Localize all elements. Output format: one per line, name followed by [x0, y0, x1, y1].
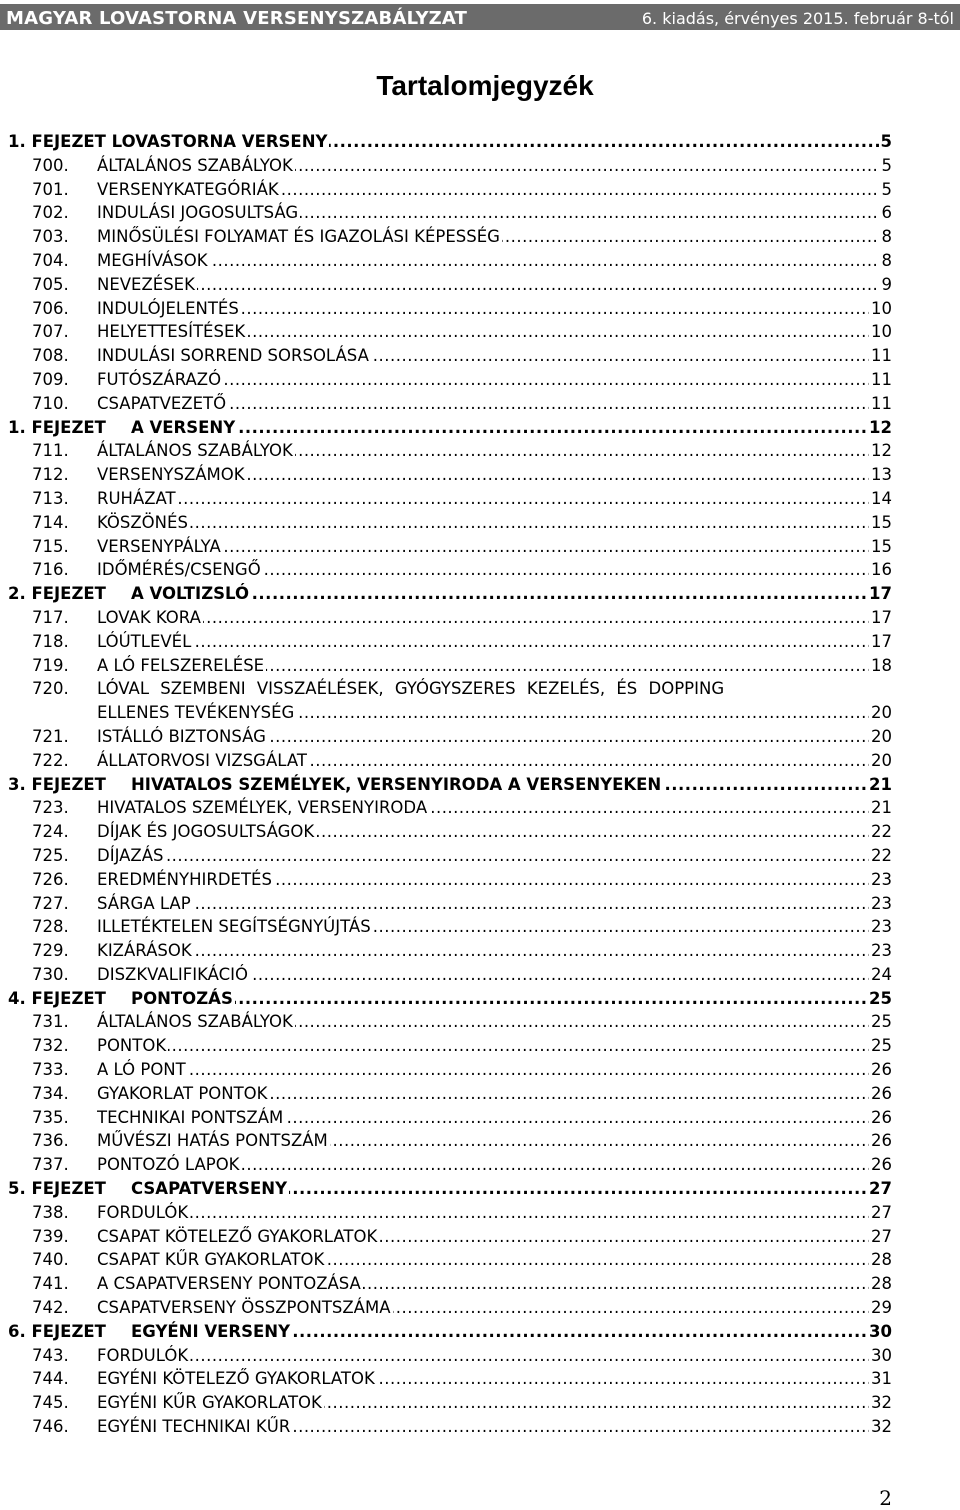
toc-item-row[interactable]	[0, 749, 960, 773]
toc-page-number: 28	[869, 1272, 892, 1296]
toc-item-row[interactable]	[0, 796, 960, 820]
toc-leader	[97, 249, 892, 273]
toc-page-number: 10	[869, 320, 892, 344]
toc-item-number: 722.	[32, 750, 69, 770]
toc-page-number: 28	[869, 1248, 892, 1272]
toc-chapter-title	[8, 1322, 292, 1341]
toc-page-number: 26	[869, 1129, 892, 1153]
toc-page-number: 6	[880, 201, 893, 225]
toc-page-number: 22	[869, 820, 892, 844]
toc-item-row[interactable]	[0, 725, 960, 749]
toc-item-title: RUHÁZAT	[97, 488, 176, 508]
toc-chapter-label: A VERSENY	[131, 417, 236, 437]
toc-page-number: 17	[869, 606, 892, 630]
toc-page-number: 32	[869, 1415, 892, 1439]
toc-item-row[interactable]	[0, 1034, 960, 1058]
toc-item-number: 710.	[32, 393, 69, 413]
toc-item-title: GYAKORLAT PONTOK	[97, 1083, 268, 1103]
toc-item-title: NEVEZÉSEK	[97, 274, 195, 294]
toc-leader	[97, 701, 892, 725]
page-number: 2	[879, 1486, 892, 1510]
toc-page-number: 26	[869, 1082, 892, 1106]
toc-item-title: EGYÉNI KÖTELEZŐ GYAKORLATOK	[97, 1369, 375, 1389]
toc-chapter-title	[8, 989, 235, 1008]
toc-item-row[interactable]	[0, 677, 960, 701]
toc-item-row[interactable]	[0, 320, 960, 344]
toc-page-number: 9	[880, 273, 893, 297]
toc-item-row[interactable]	[0, 1010, 960, 1034]
toc-page-number: 13	[869, 463, 892, 487]
toc-item-title: ISTÁLLÓ BIZTONSÁG	[97, 726, 266, 746]
toc-page-number: 15	[869, 535, 892, 559]
toc-item-title: ELLENES TEVÉKENYSÉG	[97, 703, 295, 723]
toc-item-number: 716.	[32, 560, 69, 580]
toc-item-row[interactable]	[0, 273, 960, 297]
toc-page-number: 27	[869, 1201, 892, 1225]
toc-chapter-row[interactable]	[0, 987, 960, 1011]
toc-page-number: 23	[869, 868, 892, 892]
toc-chapter-number: 6. FEJEZET	[8, 1321, 106, 1341]
toc-leader	[97, 963, 892, 987]
toc-item-number: 738.	[32, 1202, 69, 1222]
toc-item-number: 717.	[32, 607, 69, 627]
toc-page-number: 20	[869, 749, 892, 773]
toc-leader	[97, 1010, 892, 1034]
toc-item-number: 704.	[32, 250, 69, 270]
toc-page-number: 20	[869, 701, 892, 725]
toc-item-title: TECHNIKAI PONTSZÁM	[97, 1107, 284, 1127]
toc-item-title: FORDULÓK	[97, 1202, 189, 1222]
toc-item-title: MEGHÍVÁSOK	[97, 250, 208, 270]
toc-leader	[97, 558, 892, 582]
toc-item-number: 701.	[32, 179, 69, 199]
toc-item-title: ILLETÉKTELEN SEGÍTSÉGNYÚJTÁS	[97, 917, 371, 937]
toc-item-row[interactable]	[0, 868, 960, 892]
toc-item-number: 736.	[32, 1131, 69, 1151]
toc-item-row[interactable]	[0, 178, 960, 202]
header-edition: 6. kiadás, érvényes 2015. február 8-tól	[641, 9, 954, 28]
toc-item-title: DÍJAK ÉS JOGOSULTSÁGOK	[97, 822, 315, 842]
toc-item-number: 735.	[32, 1107, 69, 1127]
toc-leader	[97, 654, 892, 678]
toc-item-row[interactable]	[0, 535, 960, 559]
toc-chapter-row[interactable]	[0, 773, 960, 797]
toc-page-number: 30	[869, 1344, 892, 1368]
toc-item-number: 712.	[32, 465, 69, 485]
toc-chapter-title	[8, 584, 251, 603]
table-of-contents	[0, 130, 960, 1439]
toc-leader	[97, 320, 892, 344]
toc-leader	[8, 987, 892, 1011]
toc-chapter-label: CSAPATVERSENY	[131, 1179, 288, 1199]
toc-leader	[8, 582, 892, 606]
toc-item-title: INDULÁSI SORREND SORSOLÁSA	[97, 346, 369, 366]
toc-page-number: 25	[869, 1010, 892, 1034]
toc-leader	[97, 1391, 892, 1415]
toc-item-number: 715.	[32, 536, 69, 556]
toc-chapter-number: 4. FEJEZET	[8, 988, 106, 1008]
toc-item-title: HELYETTESÍTÉSEK	[97, 322, 246, 342]
toc-item-row[interactable]	[0, 1225, 960, 1249]
toc-leader	[97, 1129, 892, 1153]
toc-item-title: EGYÉNI TECHNIKAI KŰR	[97, 1417, 291, 1437]
toc-item-title: FORDULÓK	[97, 1345, 189, 1365]
toc-item-number: 725.	[32, 845, 69, 865]
toc-page-number: 5	[879, 130, 892, 154]
toc-page-number: 14	[869, 487, 892, 511]
toc-page-number: 8	[880, 249, 893, 273]
toc-leader	[97, 463, 892, 487]
toc-item-row[interactable]	[0, 439, 960, 463]
toc-chapter-title	[8, 1179, 289, 1198]
toc-item-number: 708.	[32, 346, 69, 366]
toc-leader	[97, 273, 892, 297]
toc-item-row[interactable]	[0, 1415, 960, 1439]
toc-item-row[interactable]	[0, 654, 960, 678]
toc-item-row[interactable]	[0, 915, 960, 939]
toc-leader	[97, 892, 892, 916]
toc-page-number: 20	[869, 725, 892, 749]
toc-item-row[interactable]	[0, 392, 960, 416]
toc-page-number: 23	[869, 915, 892, 939]
toc-page-number: 25	[867, 987, 892, 1011]
toc-item-number: 740.	[32, 1250, 69, 1270]
toc-page-number: 23	[869, 939, 892, 963]
toc-item-row[interactable]	[0, 1272, 960, 1296]
toc-page-number: 26	[869, 1153, 892, 1177]
toc-leader	[97, 344, 892, 368]
toc-item-row[interactable]	[0, 820, 960, 844]
toc-item-number: 705.	[32, 274, 69, 294]
toc-item-number: 731.	[32, 1012, 69, 1032]
toc-item-title: CSAPATVERSENY ÖSSZPONTSZÁMA	[97, 1298, 391, 1318]
toc-item-number: 742.	[32, 1298, 69, 1318]
toc-item-number: 721.	[32, 726, 69, 746]
toc-chapter-row[interactable]	[0, 1177, 960, 1201]
toc-item-row[interactable]	[0, 1248, 960, 1272]
document-header	[0, 4, 960, 30]
toc-item-number: 711.	[32, 441, 69, 461]
toc-item-title: A LÓ FELSZERELÉSE	[97, 655, 265, 675]
toc-item-title: VERSENYSZÁMOK	[97, 465, 245, 485]
toc-item-row[interactable]	[0, 1367, 960, 1391]
toc-leader	[97, 1058, 892, 1082]
toc-leader	[97, 630, 892, 654]
toc-item-number: 737.	[32, 1155, 69, 1175]
toc-chapter-row[interactable]	[0, 130, 960, 154]
toc-item-title: KIZÁRÁSOK	[97, 941, 192, 961]
toc-item-title: HIVATALOS SZEMÉLYEK, VERSENYIRODA	[97, 798, 428, 818]
toc-item-number: 702.	[32, 203, 69, 223]
toc-page-number: 23	[869, 892, 892, 916]
toc-leader	[97, 915, 892, 939]
toc-page-number: 30	[867, 1320, 892, 1344]
toc-page-number: 11	[869, 368, 892, 392]
toc-item-row[interactable]	[0, 368, 960, 392]
toc-leader	[97, 1344, 892, 1368]
toc-chapter-row[interactable]	[0, 582, 960, 606]
toc-chapter-label: 1. FEJEZET LOVASTORNA VERSENY	[8, 132, 328, 151]
toc-item-number: 733.	[32, 1060, 69, 1080]
toc-item-title: CSAPAT KÖTELEZŐ GYAKORLATOK	[97, 1226, 378, 1246]
toc-item-title: MŰVÉSZI HATÁS PONTSZÁM	[97, 1131, 328, 1151]
toc-item-number: 744.	[32, 1369, 69, 1389]
toc-item-row[interactable]	[0, 154, 960, 178]
toc-chapter-title	[8, 418, 237, 437]
toc-chapter-label: PONTOZÁS	[131, 988, 233, 1008]
toc-leader	[97, 820, 892, 844]
toc-leader	[97, 749, 892, 773]
toc-item-title: DÍJAZÁS	[97, 845, 164, 865]
toc-item-number: 743.	[32, 1345, 69, 1365]
toc-item-number: 726.	[32, 869, 69, 889]
toc-item-number: 734.	[32, 1083, 69, 1103]
toc-item-title: LÓVAL SZEMBENI VISSZAÉLÉSEK, GYÓGYSZERES KEZELÉS, ÉS DOPPING	[97, 679, 725, 699]
toc-item-number: 720.	[32, 679, 69, 699]
toc-leader	[8, 130, 892, 154]
toc-page-number: 8	[880, 225, 893, 249]
toc-page-number: 29	[869, 1296, 892, 1320]
toc-page-number: 11	[869, 392, 892, 416]
toc-item-row[interactable]	[0, 344, 960, 368]
toc-item-number: 729.	[32, 941, 69, 961]
toc-item-title: KÖSZÖNÉS	[97, 512, 188, 532]
toc-leader	[8, 416, 892, 440]
toc-page-number: 18	[869, 654, 892, 678]
toc-leader	[97, 939, 892, 963]
toc-item-row[interactable]	[0, 606, 960, 630]
toc-leader	[8, 1320, 892, 1344]
toc-page-number: 17	[867, 582, 892, 606]
toc-item-number: 724.	[32, 822, 69, 842]
toc-item-number: 706.	[32, 298, 69, 318]
toc-chapter-label: A VOLTIZSLÓ	[131, 584, 249, 604]
toc-leader	[97, 1225, 892, 1249]
toc-item-number: 713.	[32, 488, 69, 508]
toc-page-number: 26	[869, 1058, 892, 1082]
toc-item-title: PONTOZÓ LAPOK	[97, 1155, 240, 1175]
toc-leader	[97, 439, 892, 463]
toc-item-row[interactable]	[0, 463, 960, 487]
toc-item-title: LOVAK KORA	[97, 607, 201, 627]
toc-leader	[97, 1415, 892, 1439]
toc-item-title: DISZKVALIFIKÁCIÓ	[97, 964, 249, 984]
toc-item-title: ÁLTALÁNOS SZABÁLYOK	[97, 1012, 293, 1032]
toc-chapter-title	[8, 775, 663, 794]
toc-leader	[97, 297, 892, 321]
toc-page-number: 21	[867, 773, 892, 797]
toc-item-title: ÁLLATORVOSI VIZSGÁLAT	[97, 750, 307, 770]
toc-chapter-title	[8, 132, 329, 151]
toc-leader	[97, 1153, 892, 1177]
toc-leader	[97, 392, 892, 416]
toc-item-row[interactable]	[0, 249, 960, 273]
toc-item-row[interactable]	[0, 963, 960, 987]
toc-chapter-row[interactable]	[0, 1320, 960, 1344]
toc-item-number: 718.	[32, 631, 69, 651]
toc-item-number: 709.	[32, 369, 69, 389]
toc-leader	[97, 487, 892, 511]
toc-item-number: 739.	[32, 1226, 69, 1246]
toc-leader	[97, 1082, 892, 1106]
toc-leader	[97, 225, 892, 249]
header-title: MAGYAR LOVASTORNA VERSENYSZABÁLYZAT	[6, 8, 468, 29]
toc-item-title: VERSENYPÁLYA	[97, 536, 221, 556]
page-title: Tartalomjegyzék	[376, 70, 594, 101]
toc-page-number: 12	[869, 439, 892, 463]
toc-item-row[interactable]	[0, 1058, 960, 1082]
toc-leader	[97, 1272, 892, 1296]
toc-leader	[97, 201, 892, 225]
toc-item-row[interactable]	[0, 1344, 960, 1368]
toc-page-number: 27	[869, 1225, 892, 1249]
toc-chapter-row[interactable]	[0, 416, 960, 440]
toc-page-number: 5	[880, 178, 893, 202]
toc-item-number: 741.	[32, 1274, 69, 1294]
toc-item-number: 703.	[32, 227, 69, 247]
toc-item-title: A LÓ PONT	[97, 1060, 186, 1080]
toc-item-title: VERSENYKATEGÓRIÁK	[97, 179, 279, 199]
toc-item-row[interactable]	[0, 844, 960, 868]
toc-item-number: 728.	[32, 917, 69, 937]
toc-item-title: EREDMÉNYHIRDETÉS	[97, 869, 272, 889]
toc-chapter-number: 1. FEJEZET	[8, 417, 106, 437]
toc-page-number: 15	[869, 511, 892, 535]
toc-leader	[8, 1177, 892, 1201]
toc-item-row[interactable]	[0, 939, 960, 963]
toc-page-number: 31	[869, 1367, 892, 1391]
toc-leader	[97, 154, 892, 178]
toc-chapter-number: 3. FEJEZET	[8, 774, 106, 794]
toc-item-row[interactable]	[0, 1201, 960, 1225]
toc-page-number: 22	[869, 844, 892, 868]
toc-leader	[97, 606, 892, 630]
toc-item-number: 746.	[32, 1417, 69, 1437]
toc-page-number: 25	[869, 1034, 892, 1058]
toc-item-number: 727.	[32, 893, 69, 913]
toc-leader	[97, 1248, 892, 1272]
toc-leader	[97, 844, 892, 868]
toc-item-row[interactable]	[0, 1296, 960, 1320]
toc-chapter-number: 5. FEJEZET	[8, 1179, 106, 1199]
toc-page-number: 5	[880, 154, 893, 178]
toc-item-title: IDŐMÉRÉS/CSENGŐ	[97, 560, 261, 580]
toc-page-number: 11	[869, 344, 892, 368]
toc-leader	[97, 1201, 892, 1225]
toc-page-number: 10	[869, 297, 892, 321]
toc-chapter-label: HIVATALOS SZEMÉLYEK, VERSENYIRODA A VERSENYEKEN	[131, 774, 662, 794]
toc-item-title: ÁLTALÁNOS SZABÁLYOK	[97, 441, 293, 461]
toc-leader	[97, 511, 892, 535]
toc-item-number: 707.	[32, 322, 69, 342]
toc-page-number: 32	[869, 1391, 892, 1415]
toc-item-row[interactable]	[0, 201, 960, 225]
toc-item-title: CSAPAT KŰR GYAKORLATOK	[97, 1250, 325, 1270]
toc-item-title: FUTÓSZÁRAZÓ	[97, 369, 222, 389]
toc-chapter-label: EGYÉNI VERSENY	[131, 1321, 291, 1341]
toc-item-number: 719.	[32, 655, 69, 675]
toc-item-row[interactable]	[0, 511, 960, 535]
toc-page-number: 26	[869, 1106, 892, 1130]
toc-chapter-number: 2. FEJEZET	[8, 584, 106, 604]
toc-item-row[interactable]	[0, 892, 960, 916]
toc-leader	[97, 677, 892, 701]
toc-item-row[interactable]	[0, 1106, 960, 1130]
toc-item-number: 732.	[32, 1036, 69, 1056]
toc-leader	[97, 1106, 892, 1130]
toc-page-number: 27	[867, 1177, 892, 1201]
toc-page-number: 21	[869, 796, 892, 820]
toc-item-title: EGYÉNI KŰR GYAKORLATOK	[97, 1393, 322, 1413]
toc-leader	[97, 1296, 892, 1320]
toc-item-title: INDULÓJELENTÉS	[97, 298, 239, 318]
toc-item-title: LÓÚTLEVÉL	[97, 631, 192, 651]
toc-item-row[interactable]	[0, 225, 960, 249]
toc-item-number: 714.	[32, 512, 69, 532]
toc-page-number: 12	[867, 416, 892, 440]
toc-leader	[97, 796, 892, 820]
toc-item-number: 700.	[32, 155, 69, 175]
toc-item-number: 723.	[32, 798, 69, 818]
toc-leader	[97, 178, 892, 202]
toc-item-title: ÁLTALÁNOS SZABÁLYOK	[97, 155, 293, 175]
toc-leader	[97, 725, 892, 749]
toc-item-title: MINŐSÜLÉSI FOLYAMAT ÉS IGAZOLÁSI KÉPESSÉG	[97, 227, 500, 247]
toc-item-title: PONTOK	[97, 1036, 167, 1056]
toc-page-number: 16	[869, 558, 892, 582]
toc-leader	[8, 773, 892, 797]
toc-item-row[interactable]	[0, 1129, 960, 1153]
toc-item-title: INDULÁSI JOGOSULTSÁG	[97, 203, 299, 223]
toc-leader	[97, 1034, 892, 1058]
toc-item-row[interactable]	[0, 1153, 960, 1177]
toc-item-number: 730.	[32, 964, 69, 984]
toc-item-title: CSAPATVEZETŐ	[97, 393, 227, 413]
toc-item-row[interactable]	[0, 1391, 960, 1415]
toc-item-row[interactable]	[0, 1082, 960, 1106]
toc-leader	[97, 868, 892, 892]
toc-leader	[97, 535, 892, 559]
toc-item-row[interactable]	[0, 630, 960, 654]
toc-page-number: 17	[869, 630, 892, 654]
toc-item-number: 745.	[32, 1393, 69, 1413]
toc-item-row[interactable]	[0, 701, 960, 725]
toc-item-row[interactable]	[0, 558, 960, 582]
toc-item-title: A CSAPATVERSENY PONTOZÁSA	[97, 1274, 361, 1294]
toc-leader	[97, 368, 892, 392]
toc-item-row[interactable]	[0, 297, 960, 321]
toc-leader	[97, 1367, 892, 1391]
toc-item-title: SÁRGA LAP	[97, 893, 191, 913]
toc-item-row[interactable]	[0, 487, 960, 511]
toc-page-number: 24	[869, 963, 892, 987]
